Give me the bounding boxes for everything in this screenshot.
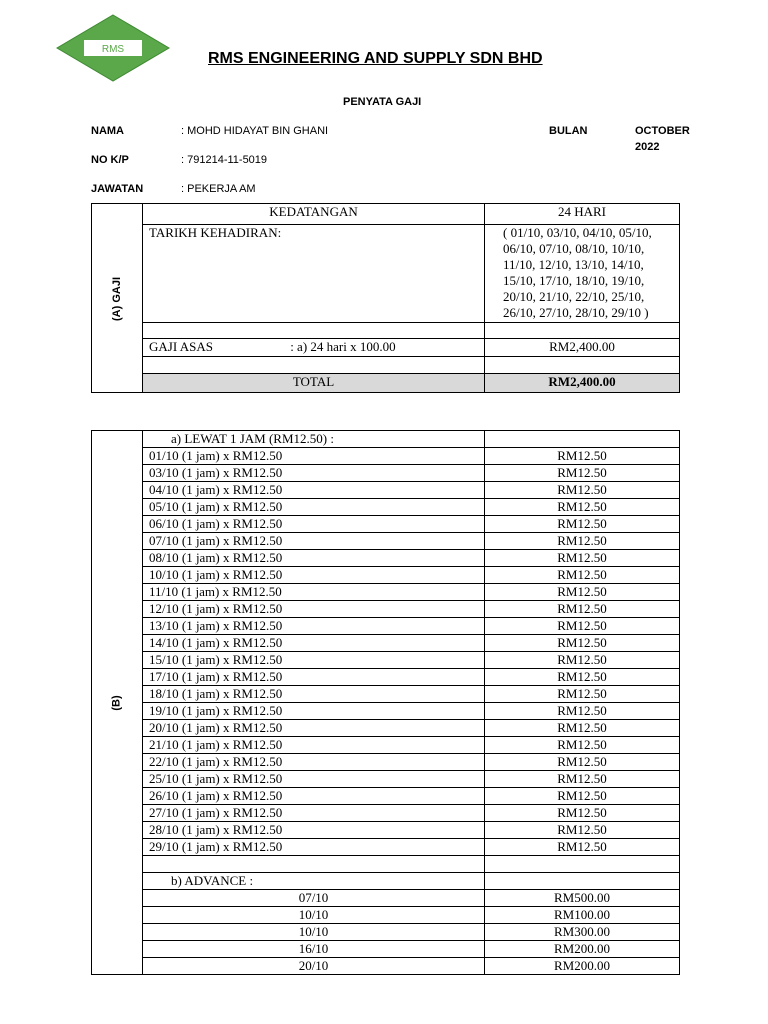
blank-cell <box>143 357 485 374</box>
lewat-desc: 22/10 (1 jam) x RM12.50 <box>143 754 485 771</box>
lewat-row <box>92 839 680 856</box>
blank-cell <box>485 323 680 339</box>
lewat-header: a) LEWAT 1 JAM (RM12.50) : <box>143 431 485 448</box>
lewat-row <box>92 584 680 601</box>
lewat-amount: RM12.50 <box>485 805 680 822</box>
bulan-year: 2022 <box>635 141 660 153</box>
lewat-row <box>92 499 680 516</box>
gaji-asas-cell <box>143 339 485 357</box>
tarikh-line: 15/10, 17/10, 18/10, 19/10, <box>503 273 645 288</box>
lewat-amount: RM12.50 <box>485 482 680 499</box>
gaji-asas-calc: : a) 24 hari x 100.00 <box>290 339 396 354</box>
lewat-row <box>92 686 680 703</box>
advance-row <box>92 924 680 941</box>
blank-cell <box>143 856 485 873</box>
advance-date: 10/10 <box>143 907 485 924</box>
lewat-row <box>92 516 680 533</box>
lewat-amount: RM12.50 <box>485 686 680 703</box>
lewat-desc: 20/10 (1 jam) x RM12.50 <box>143 720 485 737</box>
lewat-row <box>92 465 680 482</box>
lewat-amount: RM12.50 <box>485 516 680 533</box>
lewat-amount: RM12.50 <box>485 550 680 567</box>
advance-row <box>92 958 680 975</box>
advance-date: 10/10 <box>143 924 485 941</box>
lewat-row <box>92 550 680 567</box>
lewat-row <box>92 635 680 652</box>
lewat-row <box>92 720 680 737</box>
blank-cell <box>143 323 485 339</box>
lewat-desc: 11/10 (1 jam) x RM12.50 <box>143 584 485 601</box>
lewat-row <box>92 805 680 822</box>
tarikh-line: 20/10, 21/10, 22/10, 25/10, <box>503 289 645 304</box>
lewat-desc: 19/10 (1 jam) x RM12.50 <box>143 703 485 720</box>
advance-header-row <box>92 873 680 890</box>
lewat-desc: 25/10 (1 jam) x RM12.50 <box>143 771 485 788</box>
lewat-amount: RM12.50 <box>485 839 680 856</box>
advance-amount: RM100.00 <box>485 907 680 924</box>
advance-row <box>92 890 680 907</box>
jawatan-value: : PEKERJA AM <box>181 183 256 195</box>
nokp-label: NO K/P <box>91 154 129 166</box>
logo-text: RMS <box>101 44 125 55</box>
lewat-desc: 06/10 (1 jam) x RM12.50 <box>143 516 485 533</box>
tarikh-label: TARIKH KEHADIRAN: <box>143 225 485 323</box>
lewat-row <box>92 618 680 635</box>
lewat-desc: 03/10 (1 jam) x RM12.50 <box>143 465 485 482</box>
lewat-desc: 26/10 (1 jam) x RM12.50 <box>143 788 485 805</box>
advance-amount: RM500.00 <box>485 890 680 907</box>
total-label: TOTAL <box>143 374 485 393</box>
blank-row <box>92 856 680 873</box>
lewat-row <box>92 533 680 550</box>
lewat-amount: RM12.50 <box>485 567 680 584</box>
lewat-amount: RM12.50 <box>485 720 680 737</box>
lewat-amount: RM12.50 <box>485 499 680 516</box>
lewat-desc: 15/10 (1 jam) x RM12.50 <box>143 652 485 669</box>
lewat-row <box>92 448 680 465</box>
gaji-asas-value: RM2,400.00 <box>485 339 680 357</box>
advance-date: 20/10 <box>143 958 485 975</box>
company-logo <box>56 14 170 82</box>
gaji-table <box>91 203 680 393</box>
section-b-label: (B) <box>111 695 123 711</box>
advance-row <box>92 907 680 924</box>
tarikh-line: 06/10, 07/10, 08/10, 10/10, <box>503 241 645 256</box>
lewat-row <box>92 601 680 618</box>
lewat-desc: 18/10 (1 jam) x RM12.50 <box>143 686 485 703</box>
tarikh-line: 26/10, 27/10, 28/10, 29/10 ) <box>503 305 649 320</box>
advance-date: 16/10 <box>143 941 485 958</box>
advance-header: b) ADVANCE : <box>143 873 485 890</box>
lewat-amount: RM12.50 <box>485 754 680 771</box>
lewat-amount: RM12.50 <box>485 618 680 635</box>
lewat-row <box>92 567 680 584</box>
company-name: RMS ENGINEERING AND SUPPLY SDN BHD <box>208 50 543 67</box>
lewat-amount: RM12.50 <box>485 533 680 550</box>
lewat-row <box>92 703 680 720</box>
lewat-desc: 29/10 (1 jam) x RM12.50 <box>143 839 485 856</box>
gaji-asas-label: GAJI ASAS <box>149 339 213 354</box>
lewat-amount: RM12.50 <box>485 822 680 839</box>
blank-cell <box>485 357 680 374</box>
lewat-desc: 14/10 (1 jam) x RM12.50 <box>143 635 485 652</box>
advance-amount: RM300.00 <box>485 924 680 941</box>
lewat-desc: 27/10 (1 jam) x RM12.50 <box>143 805 485 822</box>
lewat-amount: RM12.50 <box>485 448 680 465</box>
lewat-row <box>92 652 680 669</box>
advance-row <box>92 941 680 958</box>
lewat-row <box>92 754 680 771</box>
lewat-row <box>92 788 680 805</box>
kedatangan-value: 24 HARI <box>485 204 680 225</box>
kedatangan-label: KEDATANGAN <box>143 204 485 225</box>
lewat-desc: 01/10 (1 jam) x RM12.50 <box>143 448 485 465</box>
lewat-row <box>92 482 680 499</box>
lewat-desc: 10/10 (1 jam) x RM12.50 <box>143 567 485 584</box>
nama-label: NAMA <box>91 125 124 137</box>
lewat-amount: RM12.50 <box>485 465 680 482</box>
bulan-month: OCTOBER <box>635 125 690 137</box>
tarikh-line: 11/10, 12/10, 13/10, 14/10, <box>503 257 644 272</box>
total-value: RM2,400.00 <box>485 374 680 393</box>
lewat-amount: RM12.50 <box>485 652 680 669</box>
bulan-label: BULAN <box>549 125 588 137</box>
lewat-desc: 12/10 (1 jam) x RM12.50 <box>143 601 485 618</box>
lewat-desc: 28/10 (1 jam) x RM12.50 <box>143 822 485 839</box>
blank-cell <box>485 856 680 873</box>
lewat-amount: RM12.50 <box>485 669 680 686</box>
section-a-side <box>92 204 143 393</box>
lewat-amount: RM12.50 <box>485 601 680 618</box>
lewat-row <box>92 771 680 788</box>
lewat-desc: 17/10 (1 jam) x RM12.50 <box>143 669 485 686</box>
lewat-amount: RM12.50 <box>485 584 680 601</box>
lewat-desc: 13/10 (1 jam) x RM12.50 <box>143 618 485 635</box>
lewat-desc: 08/10 (1 jam) x RM12.50 <box>143 550 485 567</box>
advance-amount: RM200.00 <box>485 941 680 958</box>
document-title: PENYATA GAJI <box>343 96 422 108</box>
lewat-amount: RM12.50 <box>485 771 680 788</box>
potongan-table <box>91 430 680 975</box>
lewat-desc: 21/10 (1 jam) x RM12.50 <box>143 737 485 754</box>
lewat-amount: RM12.50 <box>485 635 680 652</box>
lewat-amount: RM12.50 <box>485 703 680 720</box>
section-a-label: (A) GAJI <box>111 276 123 321</box>
lewat-desc: 07/10 (1 jam) x RM12.50 <box>143 533 485 550</box>
lewat-header-amount <box>485 431 680 448</box>
advance-date: 07/10 <box>143 890 485 907</box>
nama-value: : MOHD HIDAYAT BIN GHANI <box>181 125 329 137</box>
advance-header-amount <box>485 873 680 890</box>
tarikh-line: ( 01/10, 03/10, 04/10, 05/10, <box>503 225 652 240</box>
section-b-side <box>92 431 143 975</box>
lewat-row <box>92 669 680 686</box>
lewat-row <box>92 737 680 754</box>
lewat-desc: 05/10 (1 jam) x RM12.50 <box>143 499 485 516</box>
nokp-value: : 791214-11-5019 <box>181 154 268 166</box>
lewat-desc: 04/10 (1 jam) x RM12.50 <box>143 482 485 499</box>
jawatan-label: JAWATAN <box>91 183 144 195</box>
lewat-row <box>92 822 680 839</box>
tarikh-dates <box>485 225 680 323</box>
lewat-amount: RM12.50 <box>485 737 680 754</box>
lewat-amount: RM12.50 <box>485 788 680 805</box>
advance-amount: RM200.00 <box>485 958 680 975</box>
